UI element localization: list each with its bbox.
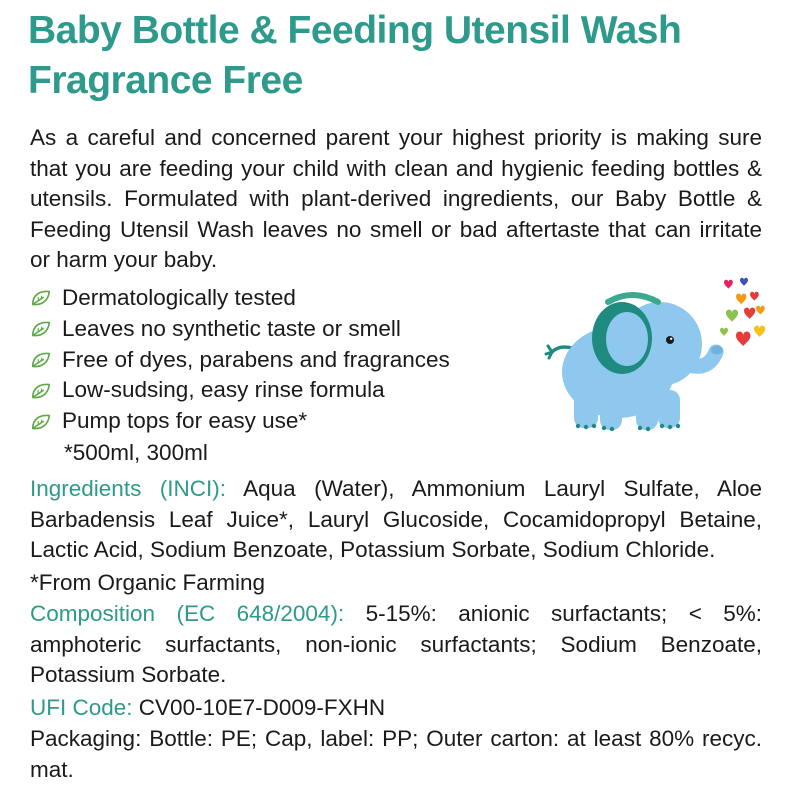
ufi-label: UFI Code: bbox=[30, 695, 133, 720]
elephant-illustration bbox=[540, 272, 770, 442]
list-item bbox=[30, 345, 450, 376]
ufi-code bbox=[30, 693, 385, 723]
list-item bbox=[30, 406, 450, 437]
intro-paragraph: As a careful and concerned parent your highest priority is making sure that you are feeding your child with clean and hygienic feeding bottles & utensils. Formulated with plant-derived ingredients, our Baby Bottle & Feeding Utensil Wash leaves no smell or bad aftertaste that can irritate or harm your baby. bbox=[30, 125, 762, 272]
leaf-icon bbox=[30, 287, 52, 309]
leaf-icon bbox=[30, 349, 52, 371]
organic-note: *From Organic Farming bbox=[30, 570, 266, 595]
feature-text: Pump tops for easy use* bbox=[62, 408, 308, 434]
feature-text: Low-sudsing, easy rinse formula bbox=[62, 377, 385, 403]
feature-text: Leaves no synthetic taste or smell bbox=[62, 315, 401, 341]
ingredients-label: Ingredients (INCI): bbox=[30, 476, 226, 501]
feature-list bbox=[30, 283, 450, 437]
composition-paragraph bbox=[30, 599, 762, 691]
composition-label: Composition (EC 648/2004): bbox=[30, 601, 345, 626]
ufi-value: CV00-10E7-D009-FXHN bbox=[132, 695, 386, 720]
list-item bbox=[30, 314, 450, 345]
leaf-icon bbox=[30, 318, 52, 340]
product-title bbox=[28, 6, 798, 106]
title-line-1: Baby Bottle & Feeding Utensil Wash bbox=[28, 9, 682, 52]
size-footnote: *500ml, 300ml bbox=[64, 440, 208, 465]
packaging-paragraph: Packaging: Bottle: PE; Cap, label: PP; Outer carton: at least 80% recyc. mat. bbox=[30, 726, 762, 782]
feature-text: Free of dyes, parabens and fragrances bbox=[62, 346, 450, 372]
feature-text: Dermatologically tested bbox=[62, 285, 296, 310]
list-item bbox=[30, 283, 450, 314]
composition-text: 5-15%: anionic surfactants; < 5%: amphoteric surfactants, non-ionic surfactants; Sodium Benzoate, Potassium Sorbate. bbox=[30, 601, 762, 687]
ingredients-text: Aqua (Water), Ammonium Lauryl Sulfate, Aloe Barbadensis Leaf Juice*, Lauryl Glucoside, Cocamidopropyl Betaine, Lactic Acid, Sodium Benzoate, Potassium Sorbate, Sodium Chloride. bbox=[30, 476, 762, 562]
list-item bbox=[30, 375, 450, 406]
leaf-icon bbox=[30, 411, 52, 433]
title-line-2: Fragrance Free bbox=[28, 59, 303, 102]
ingredients-paragraph bbox=[30, 474, 762, 566]
leaf-icon bbox=[30, 380, 52, 402]
